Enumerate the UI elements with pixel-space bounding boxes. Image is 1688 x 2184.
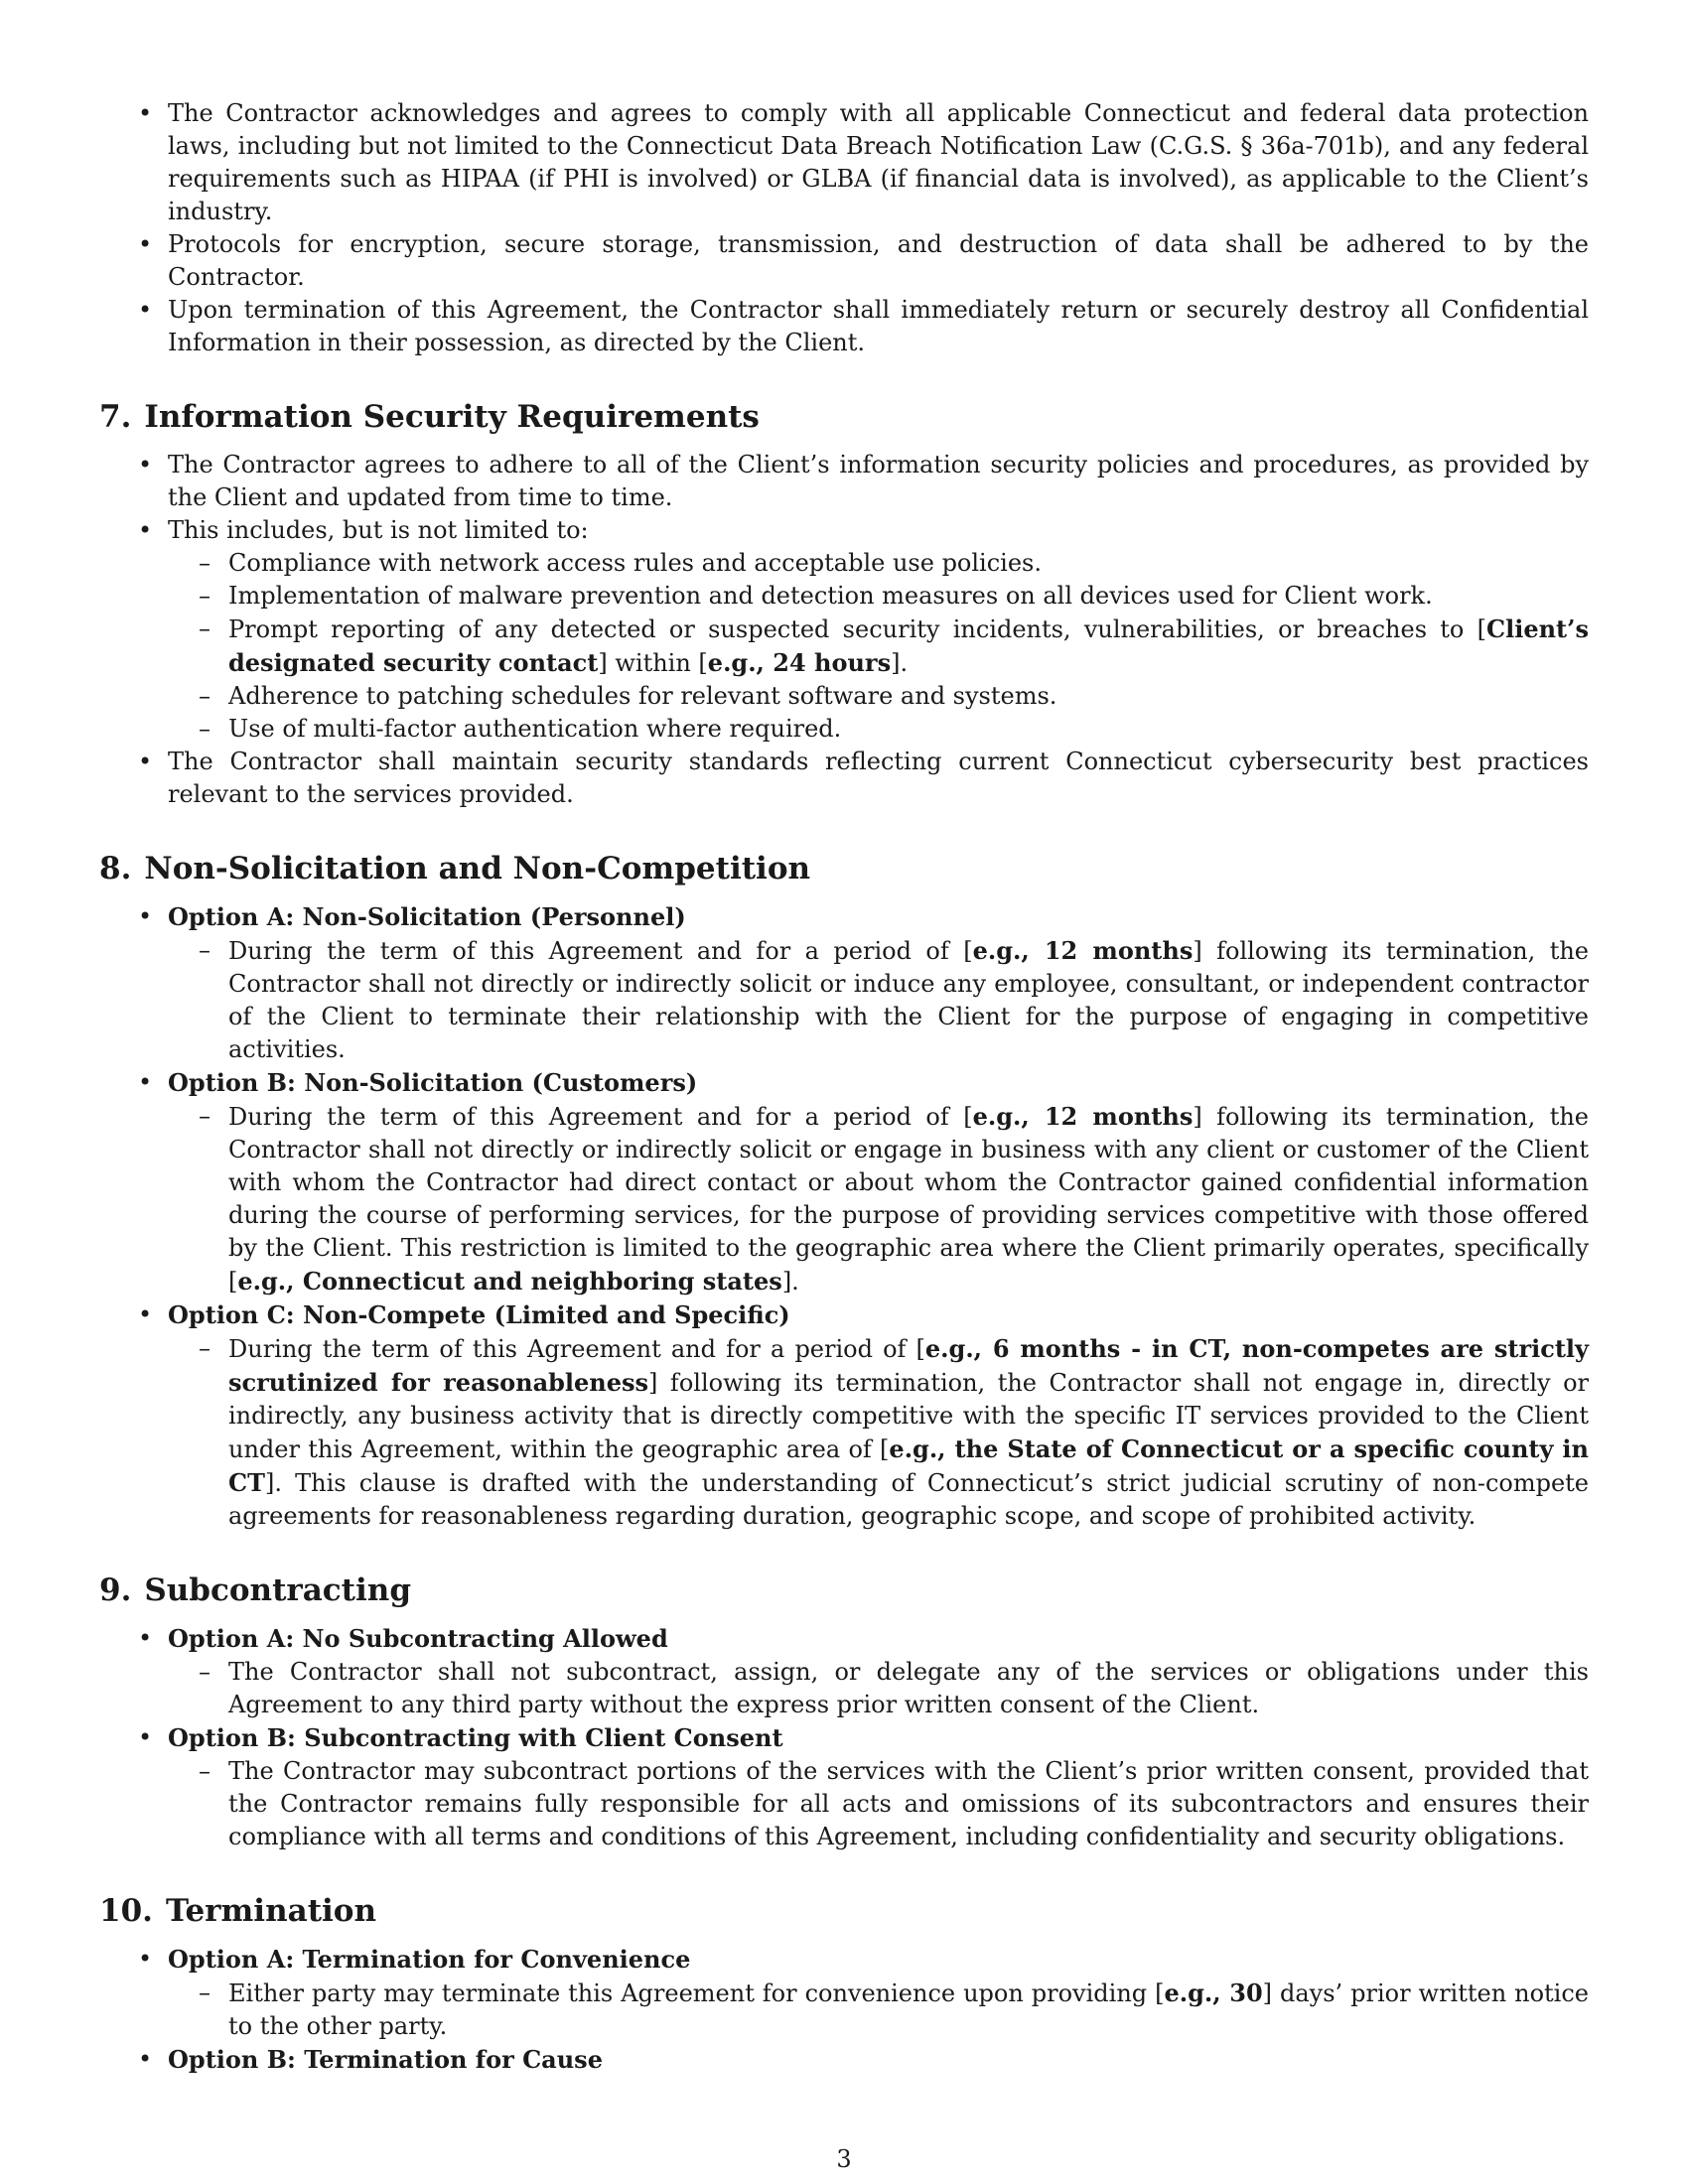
bullet-icon: • [138, 1300, 153, 1328]
page-number: 3 [836, 2145, 852, 2173]
bullet-icon: • [138, 230, 153, 258]
section-number: 8. [99, 851, 132, 887]
bullet-icon: • [138, 902, 153, 930]
dash-icon: – [199, 715, 211, 743]
option-heading: • Option B: Non-Solicitation (Customers) [138, 1068, 698, 1097]
dash-icon: – [199, 682, 211, 710]
placeholder-text: Client’s designated security contact [228, 614, 1589, 677]
dash-icon: – [199, 614, 211, 642]
bullet-icon: • [138, 1945, 153, 1973]
bullet-icon: • [138, 1068, 153, 1096]
section-8-list [99, 900, 1589, 1533]
section-title: Subcontracting [144, 1572, 411, 1608]
bullet-icon: • [138, 516, 153, 544]
list-item: • The Contractor acknowledges and agrees to comply with all applicable Connecticut and federal data protection laws, including but not limited to the Connecticut Data Breach Notification Law (C.G.S. § 36a-701b), and any federal requirements such as HIPAA (if PHI is involved) or GLBA (if financial data is involved), as applicable to the Client’s industry. [138, 99, 1589, 225]
sub-list-item: – Adherence to patching schedules for relevant software and systems. [99, 680, 1589, 713]
placeholder-text: e.g., 24 hours [707, 648, 892, 677]
option-heading: • Option A: Non-Solicitation (Personnel) [138, 902, 686, 931]
section-number: 7. [99, 399, 132, 435]
section-10-list [99, 1943, 1589, 2077]
list-item: • The Contractor agrees to adhere to all of the Client’s information security policies and procedures, as provided by the Client and updated from time to time. [138, 451, 1589, 511]
section-8-heading [99, 849, 1589, 888]
placeholder-text: e.g., 6 months - in CT, non-competes are strictly scrutinized for reasonableness [228, 1334, 1589, 1397]
section-number: 10. [99, 1893, 153, 1929]
list-item: • Protocols for encryption, secure storage, transmission, and destruction of data shall be adhered to by the Contractor. [138, 230, 1589, 291]
section-10-heading [99, 1891, 1589, 1931]
dash-icon: – [199, 1757, 211, 1785]
dash-icon: – [199, 936, 211, 964]
placeholder-text: e.g., 12 months [972, 936, 1194, 965]
bullet-icon: • [138, 451, 153, 478]
list-item: • This includes, but is not limited to: [99, 514, 1589, 547]
placeholder-text: e.g., the State of Connecticut or a specific county in CT [228, 1434, 1589, 1497]
sub-list-item: – During the term of this Agreement and for a period of [e.g., 6 months - in CT, non-competes are strictly scrutinized for reasonableness] following its termination, the Contractor shall not engage in, directly or indirectly, any business activity that is directly competitive with the specific IT services provided to the Client under this Agreement, within the geographic area of [e.g., the State of Connecticut or a specific county in CT]. This clause is drafted with the understanding of Connecticut’s strict judicial scrutiny of non-compete agreements for reasonableness regarding duration, geographic scope, and scope of prohibited activity. [199, 1334, 1589, 1530]
placeholder-text: e.g., Connecticut and neighboring states [237, 1267, 782, 1296]
section-9-list [99, 1622, 1589, 1853]
intro-list [99, 97, 1589, 359]
sub-list-item: – Either party may terminate this Agreement for convenience upon providing [e.g., 30] days’ prior written notice to the other party. [199, 1979, 1589, 2040]
list-item: • Upon termination of this Agreement, the Contractor shall immediately return or securely destroy all Confidential Information in their possession, as directed by the Client. [138, 296, 1589, 356]
option-heading: • Option B: Termination for Cause [138, 2045, 603, 2074]
placeholder-text: e.g., 12 months [972, 1102, 1194, 1131]
option-heading: • Option A: Termination for Convenience [138, 1945, 691, 1974]
option-heading: • Option B: Subcontracting with Client Consent [138, 1723, 783, 1752]
sub-list-item: – Prompt reporting of any detected or suspected security incidents, vulnerabilities, or breaches to [Client’s designated security contact] within [e.g., 24 hours]. [199, 614, 1589, 677]
option-heading: • Option C: Non-Compete (Limited and Specific) [138, 1300, 790, 1329]
bullet-icon: • [138, 748, 153, 775]
bullet-icon: • [138, 2045, 153, 2073]
bullet-icon: • [138, 1624, 153, 1652]
sub-list-item: – Implementation of malware prevention and detection measures on all devices used for Client work. [99, 580, 1589, 613]
sub-list-item: – The Contractor shall not subcontract, assign, or delegate any of the services or obligations under this Agreement to any third party without the express prior written consent of the Client. [199, 1658, 1589, 1718]
bullet-icon: • [138, 296, 153, 324]
sub-list-item: – Use of multi-factor authentication where required. [99, 713, 1589, 746]
section-title: Information Security Requirements [144, 399, 760, 435]
section-7-list [99, 449, 1589, 811]
bullet-icon: • [138, 1723, 153, 1751]
page-content [99, 97, 1589, 2077]
section-title: Termination [165, 1893, 377, 1929]
dash-icon: – [199, 582, 211, 610]
dash-icon: – [199, 1979, 211, 2006]
dash-icon: – [199, 549, 211, 577]
section-number: 9. [99, 1572, 132, 1608]
section-7-heading [99, 397, 1589, 437]
sub-list-item: – During the term of this Agreement and for a period of [e.g., 12 months] following its termination, the Contractor shall not directly or indirectly solicit or induce any employee, consultant, or independent contractor of the Client to terminate their relationship with the Client for the purpose of engaging in competitive activities. [199, 936, 1590, 1063]
placeholder-text: e.g., 30 [1164, 1979, 1263, 2007]
section-9-heading [99, 1570, 1589, 1610]
option-heading: • Option A: No Subcontracting Allowed [138, 1624, 668, 1653]
sub-list-item: – During the term of this Agreement and for a period of [e.g., 12 months] following its termination, the Contractor shall not directly or indirectly solicit or engage in business with any client or customer of the Client with whom the Contractor had direct contact or about whom the Contractor gained confidential information during the course of performing services, for the purpose of providing services competitive with those offered by the Client. This restriction is limited to the geographic area where the Client primarily operates, specifically [e.g., Connecticut and neighboring states]. [199, 1102, 1590, 1296]
dash-icon: – [199, 1102, 211, 1130]
sub-list-item: – The Contractor may subcontract portions of the services with the Client’s prior written consent, provided that the Contractor remains fully responsible for all acts and omissions of its subcontractors and ensures their compliance with all terms and conditions of this Agreement, including confidentiality and security obligations. [199, 1757, 1589, 1850]
list-item: • The Contractor shall maintain security standards reflecting current Connecticut cybersecurity best practices relevant to the services provided. [138, 748, 1589, 808]
sub-list-item: – Compliance with network access rules and acceptable use policies. [99, 547, 1589, 580]
section-title: Non-Solicitation and Non-Competition [144, 851, 811, 887]
dash-icon: – [199, 1334, 211, 1362]
dash-icon: – [199, 1658, 211, 1686]
bullet-icon: • [138, 99, 153, 127]
